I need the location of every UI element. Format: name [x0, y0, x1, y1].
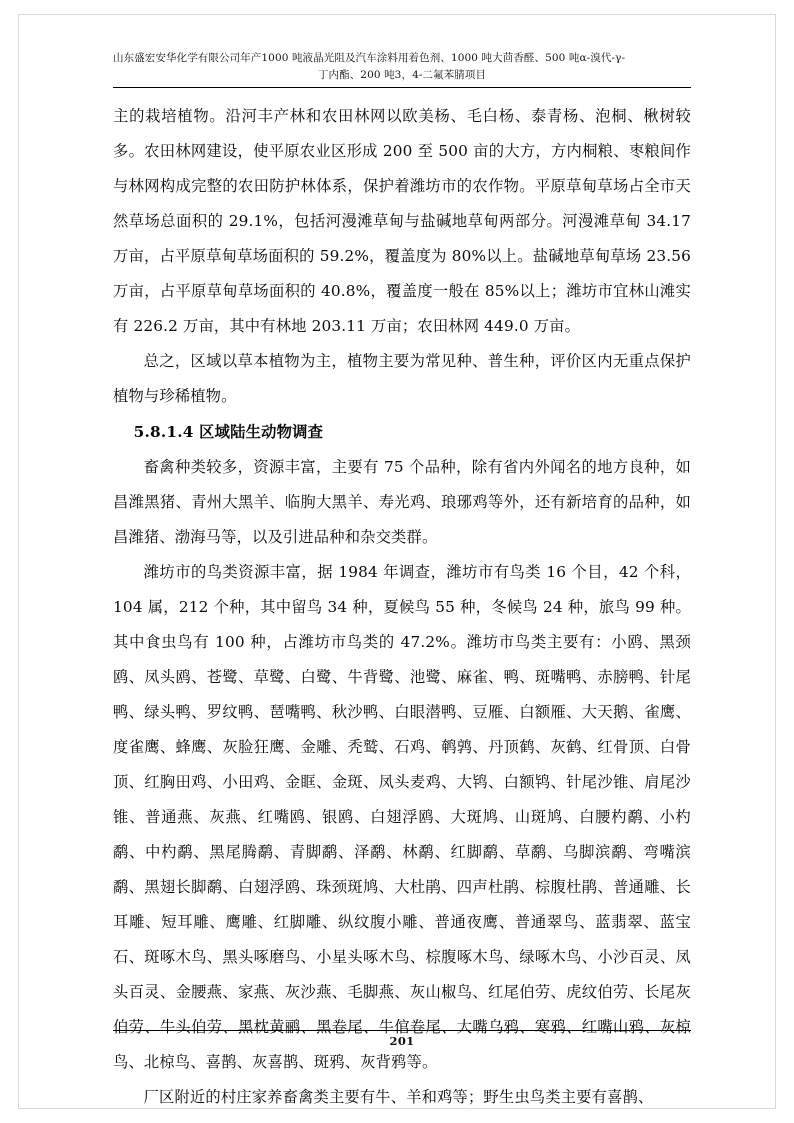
page-footer: [113, 1030, 691, 1048]
footer-rule: [113, 1030, 691, 1031]
running-header-line1: 山东盛宏安华化学有限公司年产1000 吨液晶光阻及汽车涂料用着色剂、1000 吨大茴香醛、500 吨α-溴代-γ-: [113, 52, 626, 64]
paragraph-vegetation-continued: 主的栽培植物。沿河丰产林和农田林网以欧美杨、毛白杨、泰青杨、泡桐、楸树较多。农田林网建设，使平原农业区形成 200 至 500 亩的大方，方内桐粮、枣粮间作与林网构成完整的农田防护林体系，保护着潍坊市的农作物。平原草甸草场占全市天然草场总面积的 29.1%，包括河漫滩草甸与盐碱地草甸两部分。河漫滩草甸 34.17 万亩，占平原草甸草场面积的 59.2%，覆盖度为 80%以上。盐碱地草甸草场 23.56 万亩，占平原草甸草场面积的 40.8%，覆盖度一般在 85%以上；潍坊市宜林山滩实有 226.2 万亩，其中有林地 203.11 万亩；农田林网 449.0 万亩。: [113, 107, 691, 335]
paragraph-birds: 潍坊市的鸟类资源丰富，据 1984 年调查，潍坊市有鸟类 16 个目，42 个科，104 属，212 个种，其中留鸟 34 种，夏候鸟 55 种，冬候鸟 24 种，旅鸟 99 种。其中食虫鸟有 100 种，占潍坊市鸟类的 47.2%。潍坊市鸟类主要有：小鸥、黑颈鸥、凤头鸥、苍鹭、草鹭、白鹭、牛背鹭、池鹭、麻雀、鸭、斑嘴鸭、赤膀鸭、针尾鸭、绿头鸭、罗纹鸭、琶嘴鸭、秋沙鸭、白眼潜鸭、豆雁、白额雁、大天鹅、雀鹰、度雀鹰、蜂鹰、灰脸狂鹰、金雕、秃鹫、石鸡、鹌鹑、丹顶鹤、灰鹤、红骨顶、白骨顶、红胸田鸡、小田鸡、金眶、金斑、凤头麦鸡、大鸨、白额鸨、针尾沙锥、肩尾沙锥、普通燕、灰燕、红嘴鸥、银鸥、白翅浮鸥、大斑鸠、山斑鸠、白腰杓鹬、小杓鹬、中杓鹬、黑尾腾鹬、青脚鹬、泽鹬、林鹬、红脚鹬、草鹬、乌脚滨鹬、弯嘴滨鹬、黑翅长脚鹬、白翅浮鸥、珠颈斑鸠、大杜鹃、四声杜鹃、棕腹杜鹃、普通雕、长耳雕、短耳雕、鹰雕、红脚雕、纵纹腹小雕、普通夜鹰、普通翠鸟、蓝翡翠、蓝宝石、斑啄木鸟、黑头啄磨鸟、小星头啄木鸟、棕腹啄木鸟、绿啄木鸟、小沙百灵、凤头百灵、金腰燕、家燕、灰沙燕、毛脚燕、灰山椒鸟、红尾伯劳、虎纹伯劳、长尾灰伯劳、牛头伯劳、黑枕黄鹂、黑卷尾、牛倌卷尾、大嘴乌鸦、寒鸦、红嘴山鸦、灰椋鸟、北椋鸟、喜鹊、灰喜鹊、斑鸦、灰背鸦等。: [113, 563, 691, 1071]
running-header-line2: 丁内酯、200 吨3，4-二氟苯腈项目: [317, 69, 487, 81]
page-content: [113, 50, 691, 1115]
page-number: 201: [389, 1034, 415, 1048]
body-text: [113, 99, 691, 1115]
paragraph-livestock: 畜禽种类较多，资源丰富，主要有 75 个品种，除有省内外闻名的地方良种，如昌潍黑猪、青州大黑羊、临朐大黑羊、寿光鸡、琅琊鸡等外，还有新培育的品种，如昌潍猪、渤海马等，以及引进品种和杂交类群。: [113, 458, 691, 546]
running-header: [113, 50, 691, 84]
paragraph-village-animals: 厂区附近的村庄家养畜禽类主要有牛、羊和鸡等；野生虫鸟类主要有喜鹊、: [143, 1088, 654, 1106]
paragraph-summary-vegetation: 总之，区域以草本植物为主，植物主要为常见种、普生种，评价区内无重点保护植物与珍稀植物。: [113, 352, 691, 405]
section-heading-5-8-1-4: 5.8.1.4 区域陆生动物调查: [133, 423, 324, 441]
header-rule: [113, 87, 691, 88]
